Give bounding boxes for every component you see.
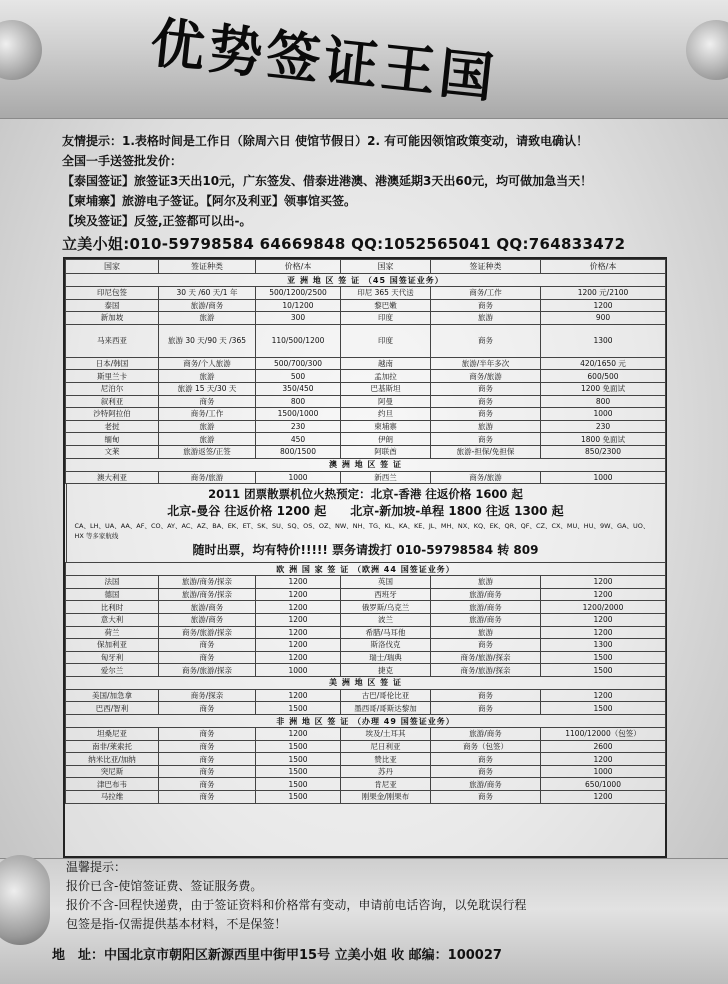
promo-line-2: 北京-曼谷 往返价格 1200 起 北京-新加坡-单程 1800 往返 1300 起 [167,504,564,519]
country-cell: 荷兰 [66,626,159,639]
section-title-africa: 非 洲 地 区 签 证 （办理 49 国签证业务） [66,715,666,728]
visa-type-cell: 商务 [431,702,541,715]
country-cell: 巴基斯坦 [341,382,431,395]
visa-type-cell: 旅游/商务 [159,613,256,626]
country-cell: 德国 [66,588,159,601]
country-cell: 法国 [66,576,159,589]
price-cell: 1200 元/2100 [541,287,666,300]
price-cell: 900 [541,312,666,325]
table-row [66,702,666,715]
table-row [66,299,666,312]
country-cell: 马拉维 [66,791,159,804]
visa-type-cell: 商务 [431,324,541,357]
header-price: 价格/本 [541,260,666,274]
country-cell: 孟加拉 [341,370,431,383]
country-cell: 约旦 [341,408,431,421]
visa-type-cell: 商务/个人旅游 [159,357,256,370]
country-cell: 缅甸 [66,433,159,446]
visa-type-cell: 商务 [159,395,256,408]
price-cell: 850/2300 [541,445,666,458]
visa-type-cell: 旅游 [159,312,256,325]
price-cell: 1200 [256,588,341,601]
country-cell: 阿曼 [341,395,431,408]
table-row [66,753,666,766]
price-cell: 1200 [541,689,666,702]
country-cell: 尼日利亚 [341,740,431,753]
country-cell: 澳大利亚 [66,471,159,484]
section-title-asia: 亚 洲 地 区 签 证 （45 国签证业务） [66,274,666,287]
price-cell: 1500 [256,778,341,791]
price-cell: 1200 [256,689,341,702]
intro-line-3: 【泰国签证】旅签证3天出10元，广东签发、借泰进港澳、港澳延期3天出60元，均可做加急当天！ [62,174,593,188]
country-cell: 尼泊尔 [66,382,159,395]
intro-line-5: 【埃及签证】反签,正签都可以出-。 [62,214,252,228]
price-table [63,257,667,858]
price-cell: 1000 [541,408,666,421]
visa-type-cell: 商务/探亲 [159,689,256,702]
price-cell: 1200 [256,626,341,639]
table-row [66,357,666,370]
price-cell: 1200 [256,576,341,589]
price-cell: 1200 [256,651,341,664]
table-row [66,445,666,458]
price-cell: 1500 [256,791,341,804]
visa-type-cell: 旅游/商务 [431,778,541,791]
country-cell: 突尼斯 [66,765,159,778]
price-cell: 1500 [541,702,666,715]
country-cell: 坦桑尼亚 [66,728,159,741]
country-cell: 印度 [341,312,431,325]
country-cell: 斯洛伐克 [341,639,431,652]
visa-type-cell: 旅游/半年多次 [431,357,541,370]
table-row [66,324,666,357]
country-cell: 柬埔寨 [341,420,431,433]
country-cell: 英国 [341,576,431,589]
visa-type-cell: 商务/旅游 [431,370,541,383]
visa-type-cell: 商务 [431,382,541,395]
price-cell: 1200 [541,299,666,312]
table-row [66,626,666,639]
scroll-bottom-curl [0,855,50,945]
table-row [66,639,666,652]
visa-type-cell: 商务 [431,791,541,804]
visa-type-cell: 旅游/商务/探亲 [159,588,256,601]
price-cell: 230 [256,420,341,433]
price-cell: 1500 [256,740,341,753]
price-cell: 1300 [541,639,666,652]
country-cell: 阿联酋 [341,445,431,458]
price-cell: 1200 [256,613,341,626]
price-cell: 1500 [256,702,341,715]
promo-airlines: CA、LH、UA、AA、AF、CO、AY、AC、AZ、BA、EK、ET、SK、SU、SQ、OS、OZ、NW、NH、TG、KL、KA、KE、JL、MH、NX、KQ、EK、QR、QF、CZ、CX、MU、HU、9W、GA、UO、HX 等多家航线 [74,522,650,541]
country-cell: 新西兰 [341,471,431,484]
price-cell: 1200 [541,576,666,589]
visa-type-cell: 商务 [159,791,256,804]
table-row [66,370,666,383]
visa-type-cell: 30 天 /60 天/1 年 [159,287,256,300]
table-row [66,576,666,589]
notes-item: 报价已含-使馆签证费、签证服务费。 [66,879,263,893]
price-cell: 600/500 [541,370,666,383]
visa-type-cell: 旅游 [431,420,541,433]
price-cell: 350/450 [256,382,341,395]
visa-type-cell: 旅游/商务 [159,299,256,312]
section-title-oceania: 澳 洲 地 区 签 证 [66,458,666,471]
table-row [66,601,666,614]
country-cell: 墨西哥/哥斯达黎加 [341,702,431,715]
country-cell: 纳米比亚/加纳 [66,753,159,766]
visa-type-cell: 商务 [159,753,256,766]
country-cell: 肯尼亚 [341,778,431,791]
country-cell: 日本/韩国 [66,357,159,370]
table-row [66,420,666,433]
visa-type-cell: 旅游/商务 [431,728,541,741]
table-row [66,613,666,626]
visa-type-cell: 商务 [431,753,541,766]
country-cell: 马来西亚 [66,324,159,357]
visa-type-cell: 商务 [431,433,541,446]
price-cell: 1200 [541,613,666,626]
header-visa-type: 签证种类 [159,260,256,274]
visa-type-cell: 旅游/商务 [431,613,541,626]
country-cell: 希腊/马耳他 [341,626,431,639]
country-cell: 沙特阿拉伯 [66,408,159,421]
country-cell: 文莱 [66,445,159,458]
price-cell: 800 [256,395,341,408]
price-cell: 1000 [256,471,341,484]
visa-type-cell: 商务 [431,395,541,408]
price-cell: 1200 [256,728,341,741]
price-cell: 1200 [541,588,666,601]
visa-type-cell: 商务 [431,408,541,421]
visa-type-cell: 旅游 [431,626,541,639]
visa-type-cell: 商务/旅游/探亲 [431,664,541,677]
header-country: 国家 [66,260,159,274]
intro-tip: 友情提示：1.表格时间是工作日（除周六日 使馆节假日）2. 有可能因领馆政策变动，请致电确认！ [62,134,589,148]
country-cell: 意大利 [66,613,159,626]
country-cell: 古巴/哥伦比亚 [341,689,431,702]
visa-type-cell: 商务 [159,740,256,753]
flight-promo [66,484,666,562]
visa-type-cell: 旅游/商务 [431,588,541,601]
price-cell: 500 [256,370,341,383]
price-cell: 1500 [541,651,666,664]
visa-type-cell: 商务 [159,651,256,664]
country-cell: 印尼 365 天代送 [341,287,431,300]
visa-type-cell: 商务 [431,639,541,652]
price-cell: 1200 [541,626,666,639]
price-cell: 1200/2000 [541,601,666,614]
address-line: 地 址：中国北京市朝阳区新源西里中街甲15号 立美小姐 收 邮编：100027 [52,948,502,963]
country-cell: 苏丹 [341,765,431,778]
visa-type-cell: 旅游-担保/免担保 [431,445,541,458]
table-row [66,287,666,300]
price-cell: 1200 [256,639,341,652]
country-cell: 赞比亚 [341,753,431,766]
visa-type-cell: 商务/旅游/探亲 [159,626,256,639]
visa-type-cell: 旅游 15 天/30 天 [159,382,256,395]
country-cell: 埃及/土耳其 [341,728,431,741]
country-cell: 越南 [341,357,431,370]
visa-type-cell: 旅游 [159,370,256,383]
country-cell: 泰国 [66,299,159,312]
visa-type-cell: 商务 [159,728,256,741]
intro-line-4: 【柬埔寨】旅游电子签证。【阿尔及利亚】领事馆买签。 [62,194,357,208]
country-cell: 新加坡 [66,312,159,325]
country-cell: 津巴布韦 [66,778,159,791]
visa-type-cell: 商务/工作 [431,287,541,300]
visa-type-cell: 旅游 [159,433,256,446]
price-cell: 1500/1000 [256,408,341,421]
table-row [66,408,666,421]
country-cell: 爱尔兰 [66,664,159,677]
table-row [66,433,666,446]
table-row [66,651,666,664]
visa-type-cell: 商务/旅游 [431,471,541,484]
price-cell: 1100/12000（包签） [541,728,666,741]
visa-type-cell: 旅游 [159,420,256,433]
visa-type-cell: 旅游 [431,312,541,325]
price-cell: 1800 免面试 [541,433,666,446]
table-row [66,588,666,601]
country-cell: 黎巴嫩 [341,299,431,312]
visa-type-cell: 旅游/商务 [159,601,256,614]
header-visa-type: 签证种类 [431,260,541,274]
visa-type-cell: 旅游返签/正签 [159,445,256,458]
price-cell: 1500 [541,664,666,677]
country-cell: 叙利亚 [66,395,159,408]
country-cell: 刚果金/刚果布 [341,791,431,804]
price-cell: 2600 [541,740,666,753]
table-row [66,778,666,791]
country-cell: 俄罗斯/乌克兰 [341,601,431,614]
visa-type-cell: 商务/工作 [159,408,256,421]
visa-type-cell: 商务/旅游/探亲 [159,664,256,677]
country-cell: 巴西/智利 [66,702,159,715]
header-country: 国家 [341,260,431,274]
country-cell: 老挝 [66,420,159,433]
visa-type-cell: 商务 [159,702,256,715]
table-row [66,740,666,753]
price-cell: 1300 [541,324,666,357]
intro-line-2: 全国一手送签批发价： [62,154,183,168]
price-cell: 500/1200/2500 [256,287,341,300]
section-title-america: 美 洲 地 区 签 证 [66,676,666,689]
table-row [66,791,666,804]
visa-type-cell: 旅游 30 天/90 天 /365 [159,324,256,357]
price-cell: 1200 [541,753,666,766]
page-title: 优势签证王国 [147,10,501,111]
table-header-row [66,260,666,274]
price-cell: 650/1000 [541,778,666,791]
country-cell: 伊朗 [341,433,431,446]
table-row [66,395,666,408]
price-cell: 1000 [541,471,666,484]
visa-type-cell: 商务 [159,778,256,791]
price-cell: 300 [256,312,341,325]
country-cell: 保加利亚 [66,639,159,652]
price-cell: 1200 免面试 [541,382,666,395]
price-cell: 800/1500 [256,445,341,458]
country-cell: 斯里兰卡 [66,370,159,383]
table-row [66,689,666,702]
notes-heading: 温馨提示： [66,860,127,874]
visa-type-cell: 商务 [431,765,541,778]
price-cell: 1500 [256,753,341,766]
notes [66,858,526,934]
visa-type-cell: 商务 [159,639,256,652]
visa-type-cell: 商务 [431,299,541,312]
price-cell: 1000 [256,664,341,677]
section-title-europe: 欧 洲 国 家 签 证 （欧洲 44 国签证业务） [66,563,666,576]
price-cell: 1500 [256,765,341,778]
price-cell: 800 [541,395,666,408]
price-cell: 450 [256,433,341,446]
country-cell: 匈牙利 [66,651,159,664]
price-cell: 420/1650 元 [541,357,666,370]
country-cell: 瑞士/瑞典 [341,651,431,664]
table-row [66,382,666,395]
price-cell: 1000 [541,765,666,778]
visa-type-cell: 商务 [431,689,541,702]
country-cell: 波兰 [341,613,431,626]
country-cell: 南非/莱索托 [66,740,159,753]
country-cell: 西班牙 [341,588,431,601]
visa-type-cell: 旅游 [431,576,541,589]
promo-line-4: 随时出票，均有特价!!!!! 票务请拨打 010-59798584 转 809 [192,543,539,558]
table-row [66,728,666,741]
country-cell: 印尼包签 [66,287,159,300]
visa-type-cell: 旅游/商务 [431,601,541,614]
visa-type-cell: 商务（包签） [431,740,541,753]
price-cell: 230 [541,420,666,433]
price-cell: 1200 [541,791,666,804]
country-cell: 印度 [341,324,431,357]
table-row [66,664,666,677]
country-cell: 捷克 [341,664,431,677]
price-cell: 10/1200 [256,299,341,312]
country-cell: 美国/加急拿 [66,689,159,702]
notes-item: 报价不含-回程快递费，由于签证资料和价格常有变动，申请前电话咨询，以免耽误行程 [66,898,527,912]
country-cell: 比利时 [66,601,159,614]
visa-type-cell: 商务 [159,765,256,778]
visa-type-cell: 商务/旅游/探亲 [431,651,541,664]
price-cell: 110/500/1200 [256,324,341,357]
contact-line: 立美小姐:010-59798584 64669848 QQ:1052565041 QQ:764833472 [62,235,626,253]
visa-type-cell: 商务/旅游 [159,471,256,484]
table-row [66,765,666,778]
header-price: 价格/本 [256,260,341,274]
promo-line-1: 2011 团票散票机位火热预定：北京-香港 往返价格 1600 起 [208,487,523,502]
notes-item: 包签是指-仅需提供基本材料，不是保签！ [66,917,287,931]
table-row [66,312,666,325]
table-row [66,471,666,484]
price-cell: 500/700/300 [256,357,341,370]
visa-type-cell: 旅游/商务/探亲 [159,576,256,589]
price-cell: 1200 [256,601,341,614]
